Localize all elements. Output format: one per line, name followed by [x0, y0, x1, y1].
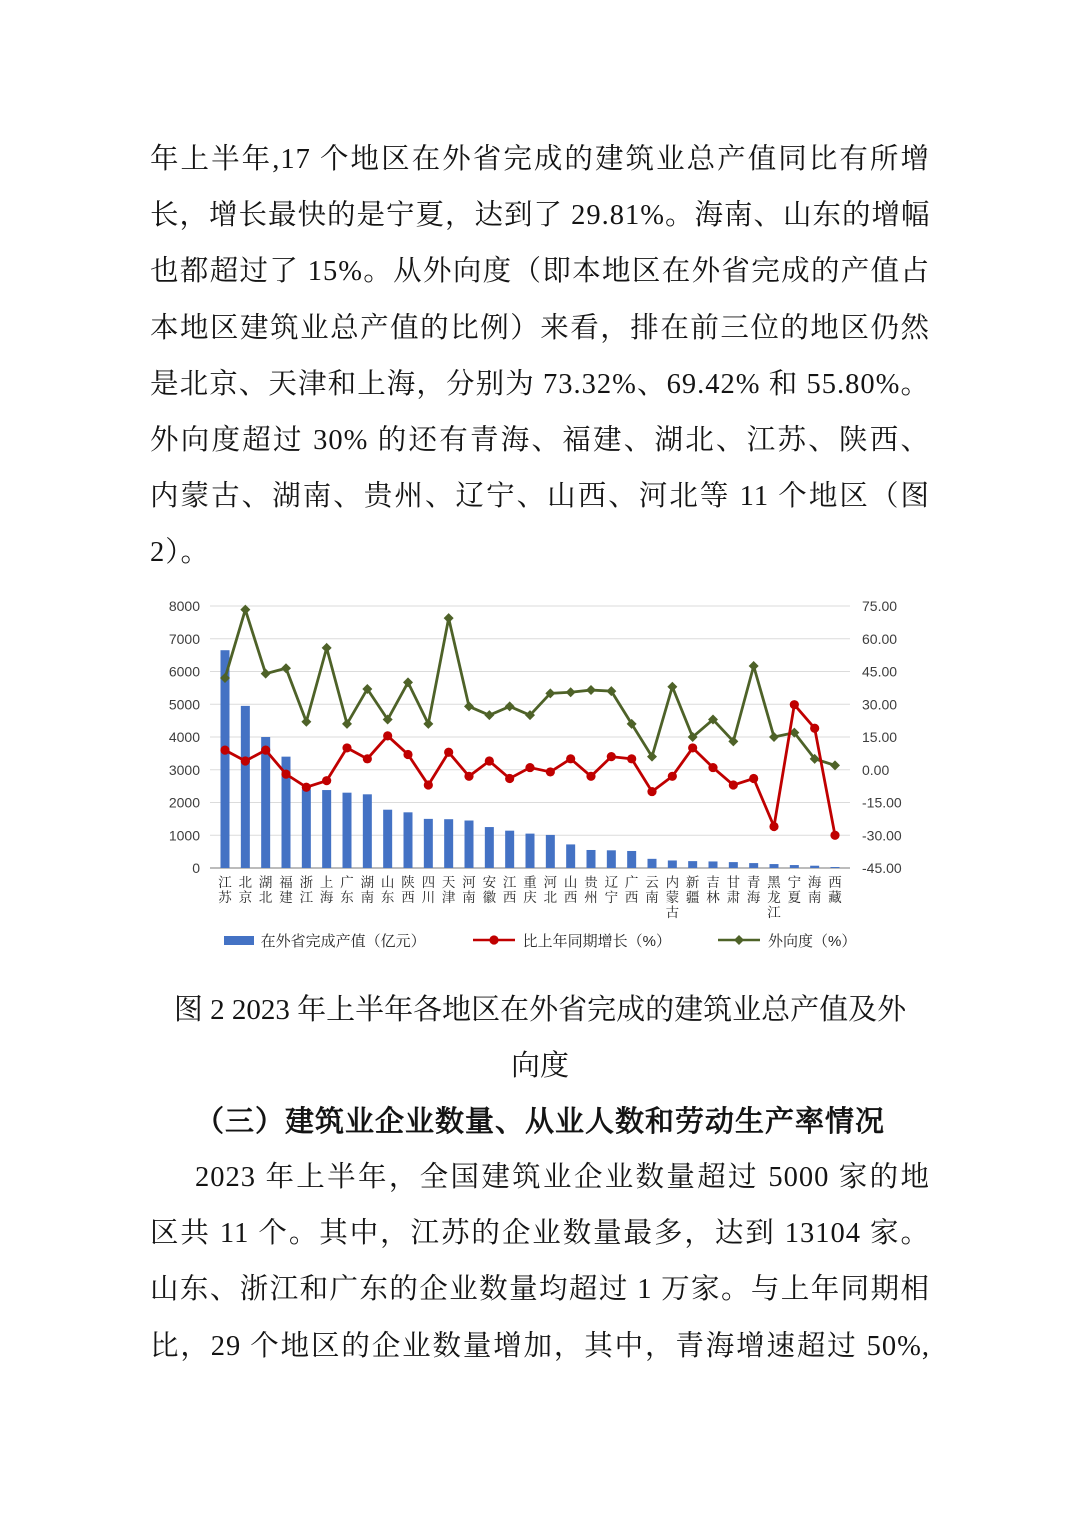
growth-point-marker — [220, 745, 229, 754]
bar — [546, 834, 555, 867]
right-axis-tick: 15.00 — [862, 728, 898, 745]
x-axis-label: 海 — [319, 889, 334, 905]
x-axis-label: 古 — [665, 904, 680, 920]
legend-item-ratio — [717, 930, 856, 951]
x-axis-label: 川 — [421, 889, 436, 905]
growth-point-marker — [546, 767, 555, 776]
growth-point-marker — [363, 754, 372, 763]
bar — [424, 818, 433, 867]
ratio-point-marker — [566, 687, 576, 697]
growth-point-marker — [505, 773, 514, 782]
right-axis-tick: 75.00 — [862, 597, 898, 614]
growth-point-marker — [810, 723, 819, 732]
legend-item-bar — [224, 930, 426, 951]
bar — [404, 812, 413, 868]
ratio-point-marker — [444, 613, 454, 623]
x-axis-label: 陕 — [401, 874, 415, 890]
x-axis-label: 北 — [258, 889, 273, 905]
growth-point-marker — [403, 749, 412, 758]
bar — [790, 865, 799, 868]
ratio-point-marker — [423, 718, 433, 728]
x-axis-label: 上 — [319, 874, 334, 890]
x-axis-label: 南 — [645, 889, 659, 905]
x-axis-label: 西 — [563, 889, 578, 905]
legend-label: 比上年同期增长（%） — [522, 932, 671, 950]
chart-legend — [0, 930, 1080, 951]
growth-point-marker — [708, 762, 717, 771]
legend-label: 在外省完成产值（亿元） — [260, 932, 426, 950]
x-axis-label: 四 — [421, 874, 436, 890]
x-axis-label: 海 — [807, 874, 822, 890]
section-heading-block — [0, 1094, 1080, 1150]
paragraph-line: 内蒙古、湖南、贵州、辽宁、山西、河北等 11 个地区（图 — [150, 481, 930, 513]
section-heading: （三）建筑业企业数量、从业人数和劳动生产率情况 — [194, 1105, 885, 1138]
left-axis-tick: 0 — [192, 859, 200, 876]
ratio-point-marker — [830, 760, 840, 770]
legend-item-growth — [472, 930, 671, 951]
right-axis-tick: 60.00 — [862, 630, 898, 647]
paragraph-line: 2023 年上半年，全国建筑业企业数量超过 5000 家的地 — [195, 1162, 930, 1194]
paragraph-line: 长，增长最快的是宁夏，达到了 29.81%。海南、山东的增幅 — [150, 200, 931, 232]
growth-point-marker — [424, 780, 433, 789]
paragraph-line: 区共 11 个。其中，江苏的企业数量最多，达到 13104 家。 — [150, 1218, 930, 1250]
growth-point-marker — [586, 771, 595, 780]
x-axis-label: 天 — [441, 874, 456, 890]
growth-point-marker — [485, 756, 494, 765]
left-axis-tick: 4000 — [168, 728, 200, 745]
x-axis-label: 湖 — [258, 874, 273, 890]
figure-caption-line: 图 2 2023 年上半年各地区在外省完成的建筑业总产值及外 — [173, 993, 907, 1026]
bar — [648, 858, 657, 867]
line-diamond-swatch — [717, 934, 761, 946]
figure-caption — [0, 982, 1080, 1094]
paragraph-line: 本地区建筑业总产值的比例）来看，排在前三位的地区仍然 — [150, 312, 930, 344]
diamond-series-line — [225, 609, 835, 765]
x-axis-label: 福 — [279, 874, 293, 890]
combo-chart-canvas — [0, 582, 1080, 982]
left-axis-tick: 8000 — [168, 597, 200, 614]
left-axis-tick: 3000 — [168, 761, 200, 778]
x-axis-label: 庆 — [523, 889, 537, 905]
right-axis-tick: 45.00 — [862, 663, 898, 679]
bar — [444, 819, 453, 868]
ratio-point-marker — [484, 710, 494, 720]
x-axis-label: 吉 — [706, 874, 720, 890]
bar — [810, 865, 819, 867]
growth-point-marker — [749, 773, 758, 782]
x-axis-label: 贵 — [584, 874, 598, 890]
growth-point-marker — [647, 786, 656, 795]
bar-series-swatch — [224, 936, 254, 945]
growth-point-marker — [627, 754, 636, 763]
bar — [363, 794, 372, 868]
ratio-point-marker — [464, 701, 474, 711]
ratio-point-marker — [301, 716, 311, 726]
x-axis-label: 苏 — [218, 889, 232, 905]
growth-point-marker — [688, 743, 697, 752]
ratio-point-marker — [749, 661, 759, 671]
bar — [302, 789, 311, 868]
bar — [383, 809, 392, 867]
bar — [322, 790, 331, 868]
growth-point-marker — [261, 745, 270, 754]
x-axis-label: 河 — [462, 874, 476, 890]
x-axis-label: 南 — [462, 889, 476, 905]
x-axis-label: 肃 — [726, 889, 741, 905]
left-axis-tick: 5000 — [168, 695, 200, 712]
bar — [587, 849, 596, 867]
x-axis-label: 安 — [482, 874, 497, 890]
bar — [831, 867, 840, 868]
x-axis-label: 山 — [380, 874, 395, 890]
paragraph-line: 比，29 个地区的企业数量增加，其中，青海增速超过 50%, — [150, 1330, 930, 1362]
ratio-point-marker — [261, 668, 271, 678]
bar — [709, 861, 718, 868]
x-axis-label: 河 — [543, 874, 558, 890]
left-axis-tick: 7000 — [168, 630, 200, 647]
x-axis-label: 南 — [360, 889, 375, 905]
bar — [465, 820, 474, 867]
figure-caption-line: 向度 — [510, 1049, 569, 1082]
x-axis-label: 甘 — [726, 874, 741, 890]
paragraph-line: 是北京、天津和上海，分别为 73.32%、69.42% 和 55.80%。 — [150, 368, 930, 400]
right-axis-tick: 30.00 — [862, 695, 898, 712]
x-axis-label: 西 — [401, 889, 415, 905]
left-axis-tick: 6000 — [168, 663, 200, 679]
growth-point-marker — [322, 776, 331, 785]
paragraph-1 — [0, 0, 1080, 582]
growth-point-marker — [464, 771, 473, 780]
x-axis-label: 重 — [523, 874, 537, 890]
x-axis-label: 林 — [706, 889, 720, 905]
paragraph-line: 年上半年,17 个地区在外省完成的建筑业总产值同比有所增 — [150, 144, 930, 175]
x-axis-label: 北 — [543, 889, 558, 905]
right-axis-tick: -45.00 — [862, 859, 902, 876]
bar — [526, 833, 535, 867]
paragraph-line: 2）。 — [150, 537, 211, 569]
x-axis-label: 藏 — [828, 889, 842, 905]
x-axis-label: 西 — [828, 874, 842, 890]
x-axis-label: 海 — [746, 889, 761, 905]
growth-point-marker — [444, 747, 453, 756]
left-axis-tick: 2000 — [168, 794, 200, 810]
ratio-point-marker — [586, 685, 596, 695]
x-axis-label: 建 — [279, 889, 293, 905]
x-axis-label: 广 — [340, 874, 354, 890]
paragraph-line: 山东、浙江和广东的企业数量均超过 1 万家。与上年同期相 — [150, 1274, 930, 1306]
x-axis-label: 内 — [665, 874, 680, 890]
left-axis-tick: 1000 — [168, 826, 200, 843]
x-axis-label: 江 — [218, 874, 232, 890]
x-axis-label: 云 — [645, 874, 659, 890]
growth-point-marker — [566, 754, 575, 763]
x-axis-label: 江 — [502, 874, 517, 890]
x-axis-label: 宁 — [787, 874, 802, 890]
bar — [566, 844, 575, 868]
x-axis-label: 宁 — [604, 889, 619, 905]
bar — [485, 827, 494, 868]
x-axis-label: 青 — [746, 874, 761, 890]
bar — [343, 792, 352, 867]
growth-point-marker — [302, 782, 311, 791]
x-axis-label: 东 — [340, 889, 354, 905]
growth-point-marker — [342, 743, 351, 752]
x-axis-label: 广 — [624, 874, 639, 890]
x-axis-label: 南 — [807, 889, 822, 905]
growth-point-marker — [383, 731, 392, 740]
x-axis-label: 北 — [238, 874, 253, 890]
x-axis-label: 江 — [767, 904, 781, 920]
x-axis-label: 新 — [685, 874, 700, 890]
right-axis-tick: 0.00 — [862, 761, 890, 778]
x-axis-label: 津 — [441, 889, 456, 905]
x-axis-label: 山 — [563, 874, 578, 890]
x-axis-label: 辽 — [604, 874, 619, 890]
x-axis-label: 州 — [584, 889, 598, 905]
right-axis-tick: -30.00 — [862, 826, 902, 843]
x-axis-label: 龙 — [767, 889, 781, 905]
x-axis-label: 黑 — [767, 874, 781, 890]
ratio-point-marker — [505, 701, 515, 711]
ratio-point-marker — [769, 732, 779, 742]
ratio-point-marker — [322, 642, 332, 652]
bar — [241, 705, 250, 867]
x-axis-label: 江 — [299, 889, 314, 905]
ratio-point-marker — [667, 681, 677, 691]
x-axis-label: 蒙 — [665, 889, 680, 905]
bar — [668, 860, 677, 868]
line-circle-swatch — [472, 934, 516, 946]
growth-point-marker — [790, 700, 799, 709]
x-axis-label: 京 — [238, 889, 253, 905]
paragraph-line: 也都超过了 15%。从外向度（即本地区在外省完成的产值占 — [150, 256, 930, 288]
growth-point-marker — [281, 769, 290, 778]
growth-point-marker — [241, 756, 250, 765]
paragraph-2 — [0, 1150, 1080, 1375]
bar — [261, 737, 270, 868]
growth-point-marker — [607, 752, 616, 761]
x-axis-label: 西 — [624, 889, 639, 905]
bar — [749, 863, 758, 868]
right-axis-tick: -15.00 — [862, 794, 902, 810]
x-axis-label: 徽 — [482, 889, 497, 905]
x-axis-label: 夏 — [787, 889, 802, 905]
growth-point-marker — [668, 771, 677, 780]
growth-point-marker — [525, 762, 534, 771]
legend-label: 外向度（%） — [768, 932, 857, 950]
bar — [607, 850, 616, 868]
bar — [688, 861, 697, 868]
bar — [505, 830, 514, 867]
bar — [770, 864, 779, 868]
growth-point-marker — [830, 830, 839, 839]
x-axis-label: 疆 — [685, 889, 700, 905]
growth-point-marker — [769, 821, 778, 830]
x-axis-label: 湖 — [360, 874, 375, 890]
x-axis-label: 东 — [380, 889, 395, 905]
x-axis-label: 西 — [502, 889, 517, 905]
growth-point-marker — [729, 780, 738, 789]
paragraph-line: 外向度超过 30% 的还有青海、福建、湖北、江苏、陕西、 — [150, 424, 930, 456]
x-axis-label: 浙 — [299, 874, 314, 890]
figure-2-chart — [0, 582, 1080, 982]
bar — [729, 862, 738, 868]
bar — [627, 850, 636, 867]
